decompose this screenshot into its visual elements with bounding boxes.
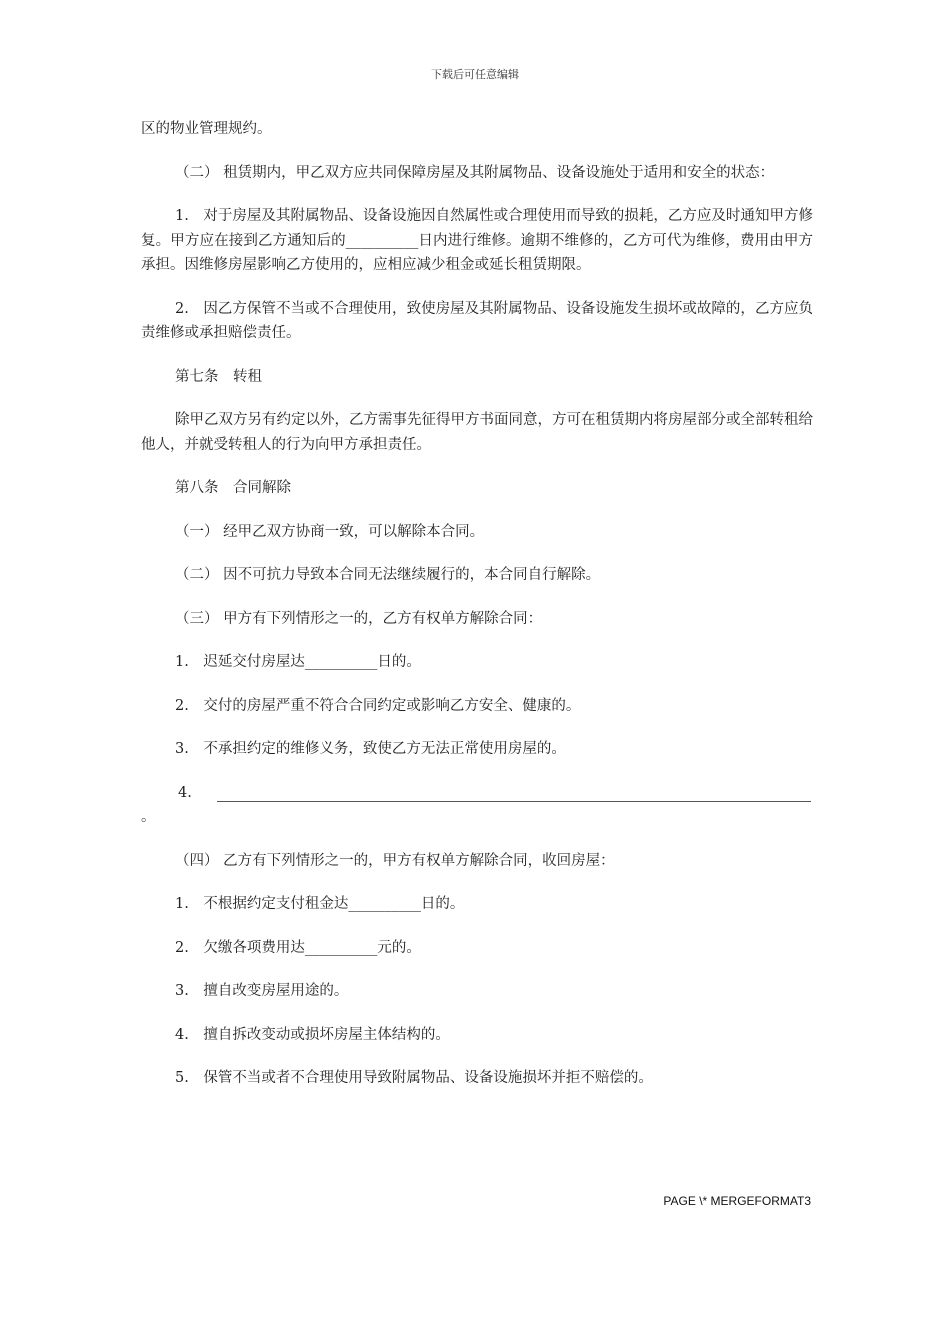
- paragraph-clause-2: （二） 租赁期内，甲乙双方应共同保障房屋及其附属物品、设备设施处于适用和安全的状态：: [175, 164, 775, 181]
- list-item-fees: 2. 欠缴各项费用达__________元的。: [175, 939, 421, 956]
- list-item-blank: [141, 781, 813, 830]
- list-item-maintenance: 3. 不承担约定的维修义务，致使乙方无法正常使用房屋的。: [175, 741, 566, 757]
- list-item-end-mark: 。: [141, 808, 156, 825]
- list-item-usage: 3. 擅自改变房屋用途的。: [175, 983, 349, 999]
- list-item-nonconforming: 2. 交付的房屋严重不符合合同约定或影响乙方安全、健康的。: [175, 697, 581, 714]
- paragraph-continuation: 区的物业管理规约。: [141, 121, 272, 137]
- fill-in-blank-line: [217, 801, 811, 802]
- list-item-delay: 1. 迟延交付房屋达__________日的。: [175, 654, 421, 670]
- page-footer-field: PAGE \* MERGEFORMAT3: [663, 1194, 811, 1208]
- paragraph-termination-1: （一） 经甲乙双方协商一致，可以解除本合同。: [175, 523, 485, 540]
- paragraph-sublease: 除甲乙双方另有约定以外，乙方需事先征得甲方书面同意，方可在租赁期内将房屋部分或全部转租给他人，并就受转租人的行为向甲方承担责任。: [141, 412, 813, 453]
- article-8-heading: 第八条 合同解除: [175, 480, 291, 496]
- paragraph-item-1: 1. 对于房屋及其附属物品、设备设施因自然属性或合理使用而导致的损耗，乙方应及时通知甲方修复。甲方应在接到乙方通知后的__________日内进行维修。逾期不维修的，乙方可代为维修，费用由甲方承担。因维修房屋影响乙方使用的，应相应减少租金或延长租赁期限。: [141, 208, 813, 273]
- paragraph-item-2: 2. 因乙方保管不当或不合理使用，致使房屋及其附属物品、设备设施发生损坏或故障的，乙方应负责维修或承担赔偿责任。: [141, 300, 813, 341]
- list-item-number: 4.: [178, 784, 192, 801]
- paragraph-termination-4: （四） 乙方有下列情形之一的，甲方有权单方解除合同，收回房屋：: [175, 852, 615, 869]
- list-item-structure: 4. 擅自拆改变动或损坏房屋主体结构的。: [175, 1026, 450, 1043]
- article-7-heading: 第七条 转租: [175, 368, 262, 385]
- paragraph-termination-2: （二） 因不可抗力导致本合同无法继续履行的，本合同自行解除。: [175, 567, 601, 583]
- list-item-damage: 5. 保管不当或者不合理使用导致附属物品、设备设施损坏并拒不赔偿的。: [175, 1070, 653, 1086]
- page-header-note: 下载后可任意编辑: [431, 68, 519, 81]
- list-item-rent: 1. 不根据约定支付租金达__________日的。: [175, 896, 465, 912]
- paragraph-termination-3: （三） 甲方有下列情形之一的，乙方有权单方解除合同：: [175, 610, 543, 627]
- document-body: [141, 117, 813, 1110]
